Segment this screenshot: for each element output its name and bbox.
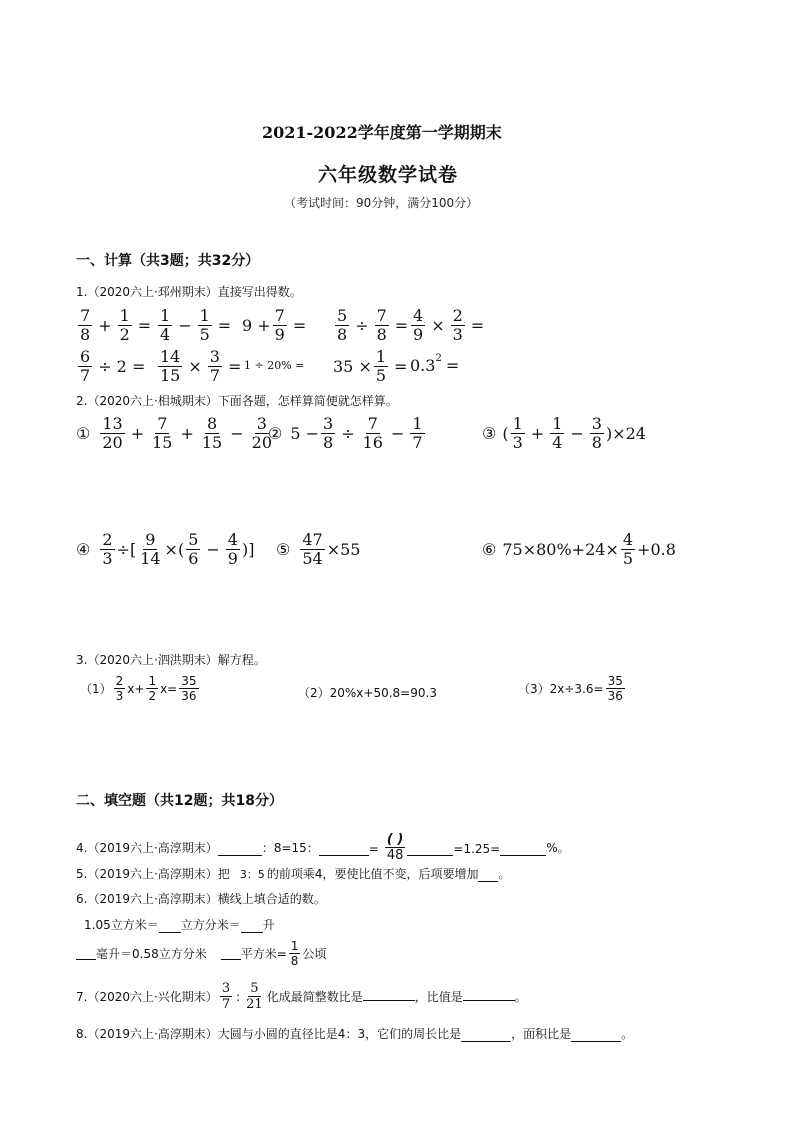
question-3-label: 3.（2020六上·泗洪期末）解方程。 bbox=[76, 653, 266, 667]
q2-item-2: ② 5 − $\frac{3}{8}$ ÷ $\frac{7}{16}$ − $\frac{1}{7}$ bbox=[268, 414, 423, 452]
q1-expr-5: $\frac{4}{9}$ × $\frac{2}{3}$ = bbox=[413, 306, 485, 344]
q1-expr-10: 0.3 $^2$ = bbox=[410, 353, 460, 375]
answer-blank[interactable] bbox=[218, 843, 262, 856]
answer-blank[interactable] bbox=[221, 947, 241, 960]
q1-expr-2: 1 4 − $\frac{1}{5}$ = bbox=[160, 306, 232, 344]
question-7: 7.（2020六上·兴化期末） 3 7 : 5 21 化成最简整数比是 ，比值是 。 bbox=[76, 981, 527, 1012]
q2-item-1: ① 13 20 + $\frac{7}{15}$ + $\frac{8}{15}$ − $\frac{3}{20}$ bbox=[76, 414, 272, 452]
question-6-label: 6.（2019六上·高淳期末）横线上填合适的数。 bbox=[76, 892, 326, 906]
answer-blank[interactable] bbox=[241, 920, 263, 933]
question-4: 4.（2019六上·高淳期末） ：8=15： = ( ) 48 =1.25= %。 bbox=[76, 832, 570, 863]
section-2-heading: 二、填空题（共12题；共18分） bbox=[76, 793, 283, 809]
answer-blank[interactable] bbox=[571, 1029, 621, 1042]
q1-expr-1: 7 8 + $\frac{1}{2}$ = bbox=[80, 306, 152, 344]
q3-equation-2: （2）20%x+50.8=90.3 bbox=[298, 686, 437, 700]
question-5: 5.（2019六上·高淳期末）把 3：5 的前项乘4，要使比值不变，后项要增加 。 bbox=[76, 867, 511, 881]
answer-blank[interactable] bbox=[461, 1029, 511, 1042]
answer-blank[interactable] bbox=[478, 869, 498, 882]
q2-item-4: ④ $\frac{2}{3}$ ÷[ $\frac{9}{14}$ ×( 5 6 − $\frac{4}{9}$ )] bbox=[76, 530, 255, 568]
exam-title: 六年级数学试卷 bbox=[318, 164, 459, 186]
answer-blank[interactable] bbox=[159, 920, 181, 933]
q3-equation-1: （1） 2 3 x+ $\frac{1}{2}$ x= $\frac{35}{36}$ bbox=[80, 674, 197, 703]
question-1-label: 1.（2020六上·邳州期末）直接写出得数。 bbox=[76, 285, 302, 299]
q1-expr-9: 35 × $\frac{1}{5}$ = bbox=[333, 347, 408, 385]
q2-item-6: ⑥ 75×80%+24× $\frac{4}{5}$ +0.8 bbox=[482, 530, 676, 568]
q1-expr-6: $\frac{6}{7}$ ÷ 2 = bbox=[80, 347, 146, 385]
q1-expr-4: $\frac{5}{8}$ ÷ $\frac{7}{8}$ = bbox=[337, 306, 409, 344]
exam-year-title: 2021-2022学年度第一学期期末 bbox=[262, 123, 502, 142]
q1-expr-3: 9 + $\frac{7}{9}$ = bbox=[242, 306, 307, 344]
question-6-line-2: 毫升＝0.58立方分米 平方米= $\frac{1}{8}$ 公顷 bbox=[76, 940, 326, 967]
answer-blank[interactable] bbox=[500, 843, 546, 856]
answer-blank[interactable] bbox=[463, 988, 515, 1001]
question-8: 8.（2019六上·高淳期末）大圆与小圆的直径比是4：3，它们的周长比是 ，面积比是 。 bbox=[76, 1027, 634, 1041]
answer-blank[interactable] bbox=[407, 843, 453, 856]
q1-expr-8: 1 ÷ 20% = bbox=[244, 359, 305, 372]
q3-equation-3: （3）2x÷3.6= $\frac{35}{36}$ bbox=[518, 674, 623, 703]
exam-time-note: （考试时间：90分钟，满分100分） bbox=[284, 196, 479, 210]
answer-blank[interactable] bbox=[363, 988, 415, 1001]
q2-item-3: ③ ( 1 3 + $\frac{1}{4}$ − $\frac{3}{8}$ )×24 bbox=[482, 414, 646, 452]
q2-item-5: ⑤ $\frac{47}{54}$ ×55 bbox=[276, 530, 361, 568]
section-1-heading: 一、计算（共3题；共32分） bbox=[76, 253, 260, 269]
answer-blank[interactable] bbox=[76, 947, 96, 960]
answer-blank[interactable] bbox=[319, 843, 369, 856]
question-2-label: 2.（2020六上·相城期末）下面各题，怎样算简便就怎样算。 bbox=[76, 394, 398, 408]
q1-expr-7: $\frac{14}{15}$ × $\frac{3}{7}$ = bbox=[160, 347, 242, 385]
question-6-line-1: 1.05立方米＝ 立方分米＝ 升 bbox=[84, 918, 275, 932]
